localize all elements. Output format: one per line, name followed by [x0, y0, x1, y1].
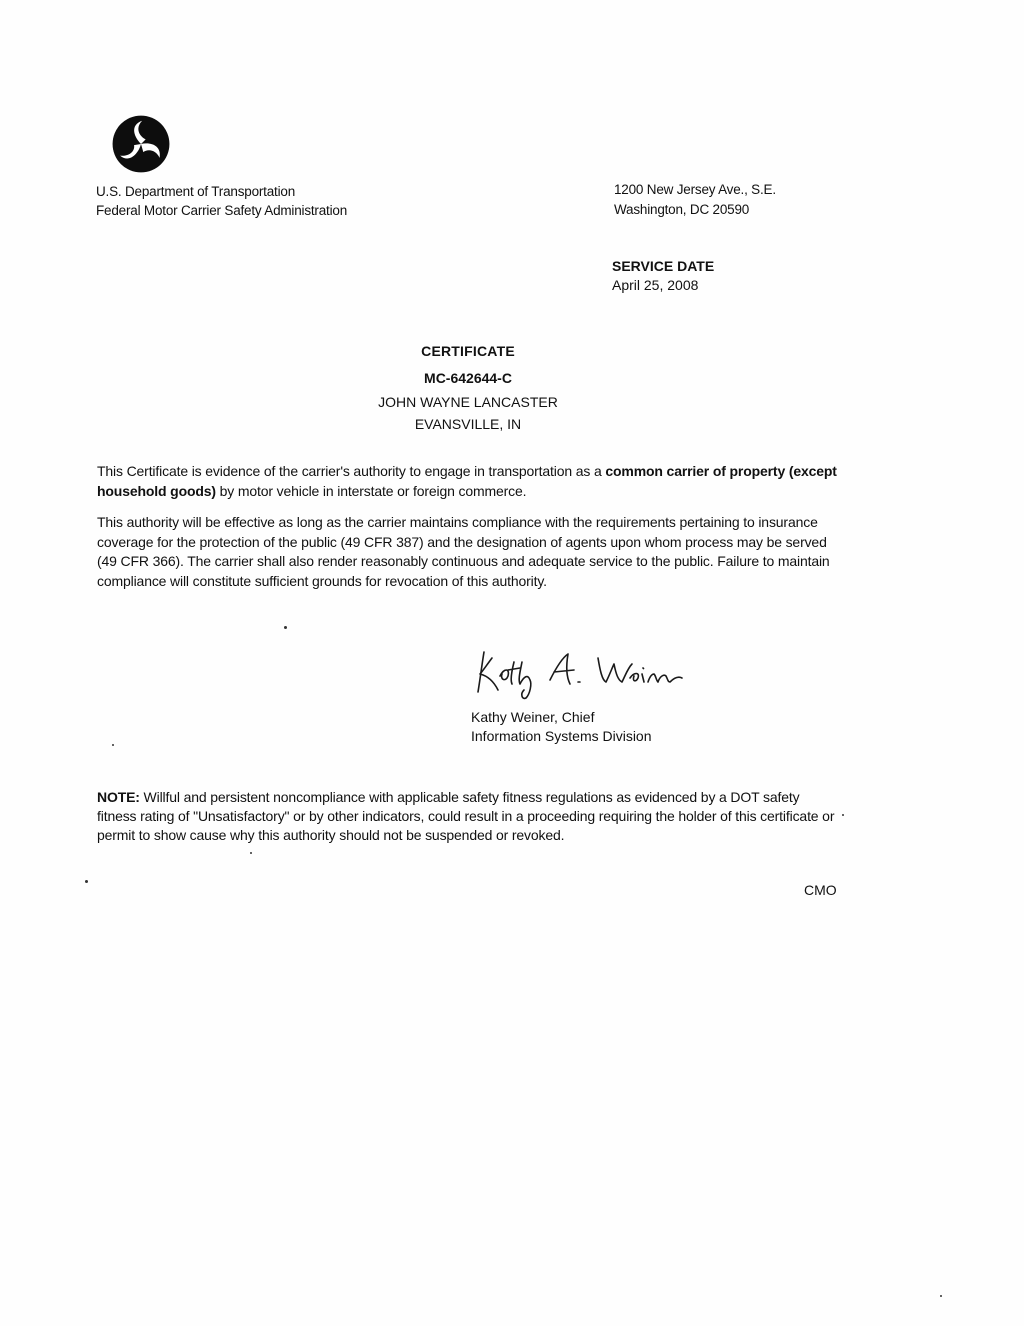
note-paragraph — [97, 788, 842, 845]
scan-speck — [842, 814, 844, 816]
typist-initials: CMO — [804, 882, 837, 898]
handwritten-signature — [470, 640, 690, 700]
service-date-block — [612, 257, 714, 295]
compliance-paragraph: This authority will be effective as long as the carrier maintains compliance with the requirements pertaining to insurance coverage for the protection of the public (49 CFR 387) and the designation of agents upon whom process may be served (49 CFR 366). The carrier shall also render reasonably continuous and adequate service to the public. Failure to maintain compliance will constitute sufficient grounds for revocation of this authority. — [97, 514, 830, 589]
agency-block — [96, 182, 347, 220]
certificate-location: EVANSVILLE, IN — [414, 416, 522, 432]
authority-carrier-type: common carrier of property (except household goods) — [97, 463, 837, 499]
certificate-number: MC-642644-C — [424, 370, 512, 386]
address-line-1: 1200 New Jersey Ave., S.E. — [614, 182, 776, 197]
signer-division: Information Systems Division — [471, 728, 652, 744]
note-text: Willful and persistent noncompliance with applicable safety fitness regulations as evidenced by a DOT safety fitness rating of "Unsatisfactory" or by other indicators, could result in a proceeding requiring the holder of this certificate or permit to show cause why this authority should not be suspended or revoked. — [97, 789, 835, 843]
scan-speck — [85, 880, 88, 883]
dot-logo-icon — [112, 115, 170, 173]
scan-speck — [940, 1295, 942, 1297]
address-block — [614, 180, 776, 220]
service-date-label: SERVICE DATE — [612, 258, 715, 274]
scan-speck — [250, 852, 252, 854]
certificate-title: CERTIFICATE — [421, 343, 515, 359]
signer-block — [471, 708, 652, 746]
agency-line-2: Federal Motor Carrier Safety Administration — [96, 203, 347, 218]
agency-line-1: U.S. Department of Transportation — [96, 184, 295, 199]
authority-text-end: by motor vehicle in interstate or foreign commerce. — [215, 482, 527, 499]
scan-speck — [284, 626, 287, 629]
certificate-holder: JOHN WAYNE LANCASTER — [378, 394, 558, 410]
note-label: NOTE: — [97, 789, 140, 805]
service-date-value: April 25, 2008 — [612, 277, 699, 293]
scan-speck — [112, 744, 114, 746]
authority-text-start: This Certificate is evidence of the carrier's authority to engage in transportation as a — [97, 463, 606, 479]
address-line-2: Washington, DC 20590 — [614, 202, 750, 217]
signer-name-title: Kathy Weiner, Chief — [471, 709, 595, 725]
authority-paragraph — [97, 462, 837, 501]
